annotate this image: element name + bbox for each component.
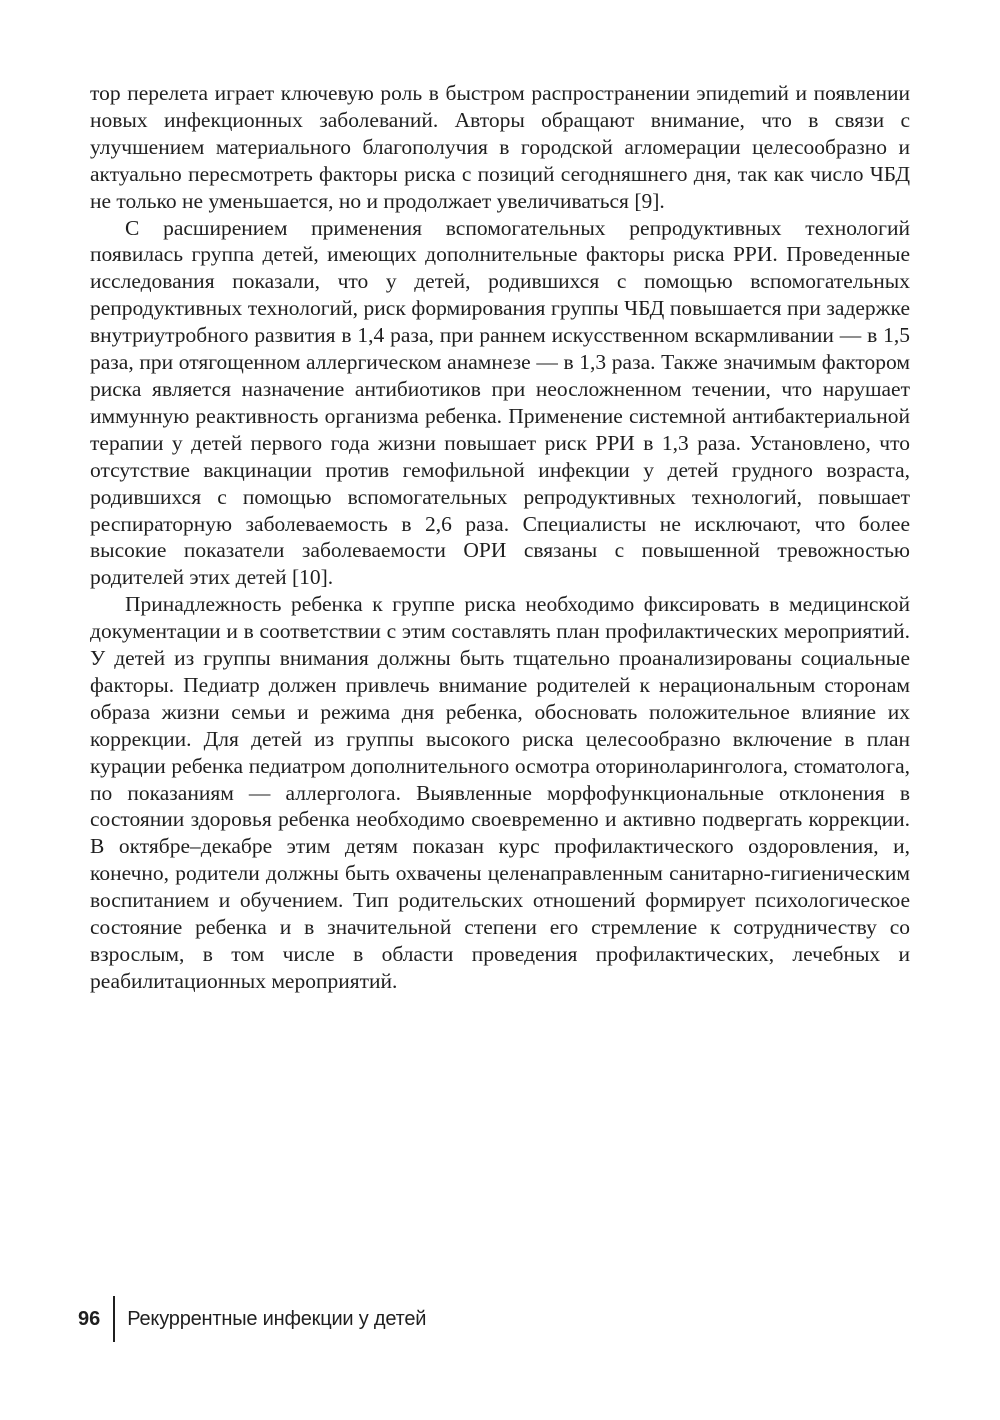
page-number: 96 (78, 1307, 101, 1330)
running-title: Рекуррентные инфекции у детей (127, 1307, 427, 1330)
paragraph: Принадлежность ребенка к группе риска необходимо фиксировать в медицинской документации и в соответствии с этим составлять план профилактических мероприятий. У детей из группы внимания должны быть тщательно проанализированы социальные факторы. Педиатр должен привлечь внимание родителей к нерациональным сторонам образа жизни семьи и режима дня ребенка, обосновать положительное влияние их коррекции. Для детей из группы высокого риска целесообразно включение в план курации ребенка педиатром дополнительного осмотра оториноларинголога, стоматолога, по показаниям — аллерголога. Выявленные морфофункциональные отклонения в состоянии здоровья ребенка необходимо своевременно и активно подвергать коррекции. В октябре–декабре этим детям показан курс профилактического оздоровления, и, конечно, родители должны быть охвачены целенаправленным санитарно-гигиеническим воспитанием и обучением. Тип родительских отношений формирует психологическое состояние ребенка и в значительной степени его стремление к сотрудничеству со взрослым, в том числе в области проведения профилактических, лечебных и реабилитационных мероприятий. (90, 592, 910, 993)
body-text (90, 80, 910, 995)
paragraph: С расширением применения вспомогательных репродуктивных технологий появилась группа детей, имеющих дополнительные факторы риска РРИ. Проведенные исследования показали, что у детей, родившихся с помощью вспомогательных репродуктивных технологий, риск формирования группы ЧБД повышается при задержке внутриутробного развития в 1,4 раза, при раннем искусственном вскармливании — в 1,5 раза, при отягощенном аллергическом анамнезе — в 1,3 раза. Также значимым фактором риска является назначение антибиотиков при неосложненном течении, что нарушает иммунную реактивность организма ребенка. Применение системной антибактериальной терапии у детей первого года жизни повышает риск РРИ в 1,3 раза. Установлено, что отсутствие вакцинации против гемофильной инфекции у детей грудного возраста, родившихся с помощью вспомогательных репродуктивных технологий, повышает респираторную заболеваемость в 2,6 раза. Специалисты не исключают, что более высокие показатели заболеваемости ОРИ связаны с повышенной тревожностью родителей этих детей [10]. (90, 215, 910, 590)
paragraph: тор перелета играет ключевую роль в быстром распространении эпидеmий и появлении новых инфекционных заболеваний. Авторы обращают внимание, что в связи с улучшением материального благополучия в городской агломерации целесообразно и актуально пересмотреть факторы риска с позиций сегодняшнего дня, так как число ЧБД не только не уменьшается, но и продолжает увеличиваться [9]. (90, 81, 910, 213)
page-footer (78, 1296, 426, 1342)
